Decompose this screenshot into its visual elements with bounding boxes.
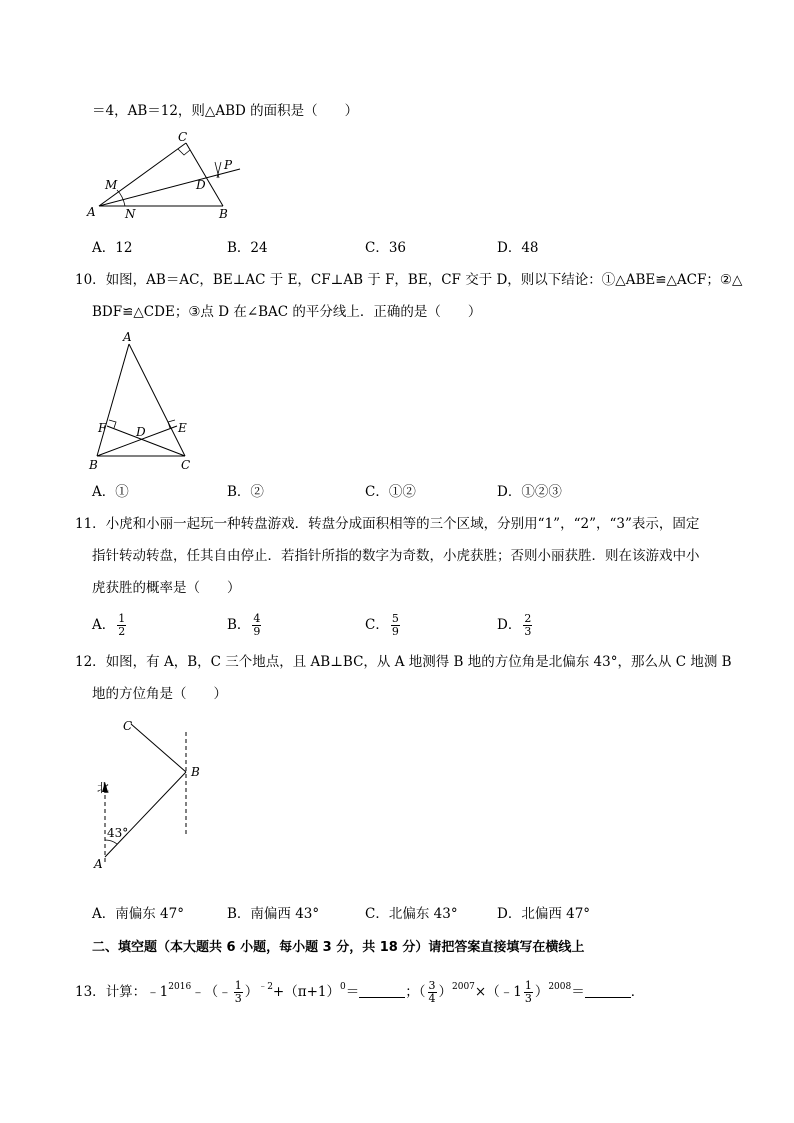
q9-option-a[interactable]: A．12	[92, 240, 133, 256]
q12-option-c[interactable]: C．北偏东 43°	[365, 906, 458, 922]
q11-option-b-fraction: $\frac{4}{9}$	[253, 612, 261, 638]
q12-label-north: 北	[97, 781, 110, 795]
q9-stem: ＝4，AB＝12，则△ABD 的面积是（ ）	[92, 103, 359, 119]
q11-option-d-fraction: $\frac{2}{3}$	[524, 612, 532, 638]
q12-label-a: A	[94, 857, 103, 871]
q10-label-d: D	[136, 425, 146, 439]
q10-figure	[85, 328, 200, 476]
q11-option-d[interactable]: D． $\frac{2}{3}$	[497, 612, 532, 638]
q10-label-f: F	[98, 421, 107, 435]
q13-fraction-2: $\frac{3}{4}$	[428, 979, 436, 1005]
q9-label-p: P	[224, 158, 233, 172]
q12-line1: 12．如图，有 A，B，C 三个地点，且 AB⊥BC，从 A 地测得 B 地的方位角是北偏东 43°，那么从 C 地测 B	[75, 654, 732, 670]
q13-answer-blank-1[interactable]	[359, 983, 405, 998]
q10-line2: BDF≌△CDE；③点 D 在∠BAC 的平分线上．正确的是（ ）	[92, 304, 482, 320]
q9-figure	[85, 128, 255, 223]
q9-option-c[interactable]: C．36	[365, 240, 407, 256]
q11-option-a-fraction: $\frac{1}{2}$	[118, 612, 126, 638]
q12-label-b: B	[191, 765, 200, 779]
section2-heading: 二、填空题（本大题共 6 小题，每小题 3 分，共 18 分）请把答案直接填写在横线上	[92, 940, 585, 955]
q12-figure	[85, 712, 215, 892]
q12-option-a[interactable]: A．南偏东 47°	[92, 906, 184, 922]
q12-line2: 地的方位角是（ ）	[92, 686, 227, 702]
q13-fraction-1: $\frac{1}{3}$	[234, 979, 242, 1005]
q9-label-b: B	[219, 207, 228, 221]
q11-option-c[interactable]: C． $\frac{5}{9}$	[365, 612, 399, 638]
q12-label-angle: 43°	[107, 826, 129, 840]
q11-line3: 虎获胜的概率是（ ）	[92, 580, 241, 596]
q11-line1: 11．小虎和小丽一起玩一种转盘游戏．转盘分成面积相等的三个区域，分别用“1”，“2”，“3”表示，固定	[75, 516, 700, 532]
q11-line2: 指针转动转盘，任其自由停止．若指针所指的数字为奇数，小虎获胜；否则小丽获胜．则在该游戏中小	[92, 548, 700, 564]
q10-option-c[interactable]: C．①②	[365, 484, 416, 500]
q9-option-d[interactable]: D．48	[497, 240, 539, 256]
q13-answer-blank-2[interactable]	[585, 983, 631, 998]
q9-label-c: C	[178, 130, 188, 144]
q12-option-b[interactable]: B．南偏西 43°	[227, 906, 320, 922]
q10-option-b[interactable]: B．②	[227, 484, 264, 500]
q9-option-b[interactable]: B．24	[227, 240, 268, 256]
q10-option-d[interactable]: D．①②③	[497, 484, 562, 500]
q9-label-d: D	[196, 178, 206, 192]
q12-label-c: C	[123, 719, 133, 733]
q9-label-n: N	[125, 207, 136, 221]
q12-option-d[interactable]: D．北偏西 47°	[497, 906, 591, 922]
q10-label-e: E	[178, 421, 187, 435]
q11-option-b[interactable]: B． $\frac{4}{9}$	[227, 612, 261, 638]
q10-label-a: A	[123, 330, 132, 344]
q10-option-a[interactable]: A．①	[92, 484, 129, 500]
q11-option-c-fraction: $\frac{5}{9}$	[391, 612, 399, 638]
q9-label-a: A	[87, 205, 96, 219]
q10-label-c: C	[181, 458, 191, 472]
q11-option-a[interactable]: A． $\frac{1}{2}$	[92, 612, 126, 638]
q10-label-b: B	[89, 458, 98, 472]
q9-label-m: M	[105, 178, 118, 192]
q13-fraction-3: $\frac{1}{3}$	[524, 979, 532, 1005]
q10-line1: 10．如图，AB＝AC，BE⊥AC 于 E，CF⊥AB 于 F，BE，CF 交于 D，则以下结论：①△ABE≌△ACF；②△	[75, 272, 743, 288]
q13-line: 13．计算：$﹣1^{2016}﹣(﹣$ $\frac{1}{3}$ ）$^{﹣2}+(\pi+1)^0=$ ；（ $\frac{3}{4}$ ）$^{2007}$×（﹣1 $\frac{1}{3}$ ）$^{2008}$＝ ．	[75, 979, 645, 1005]
